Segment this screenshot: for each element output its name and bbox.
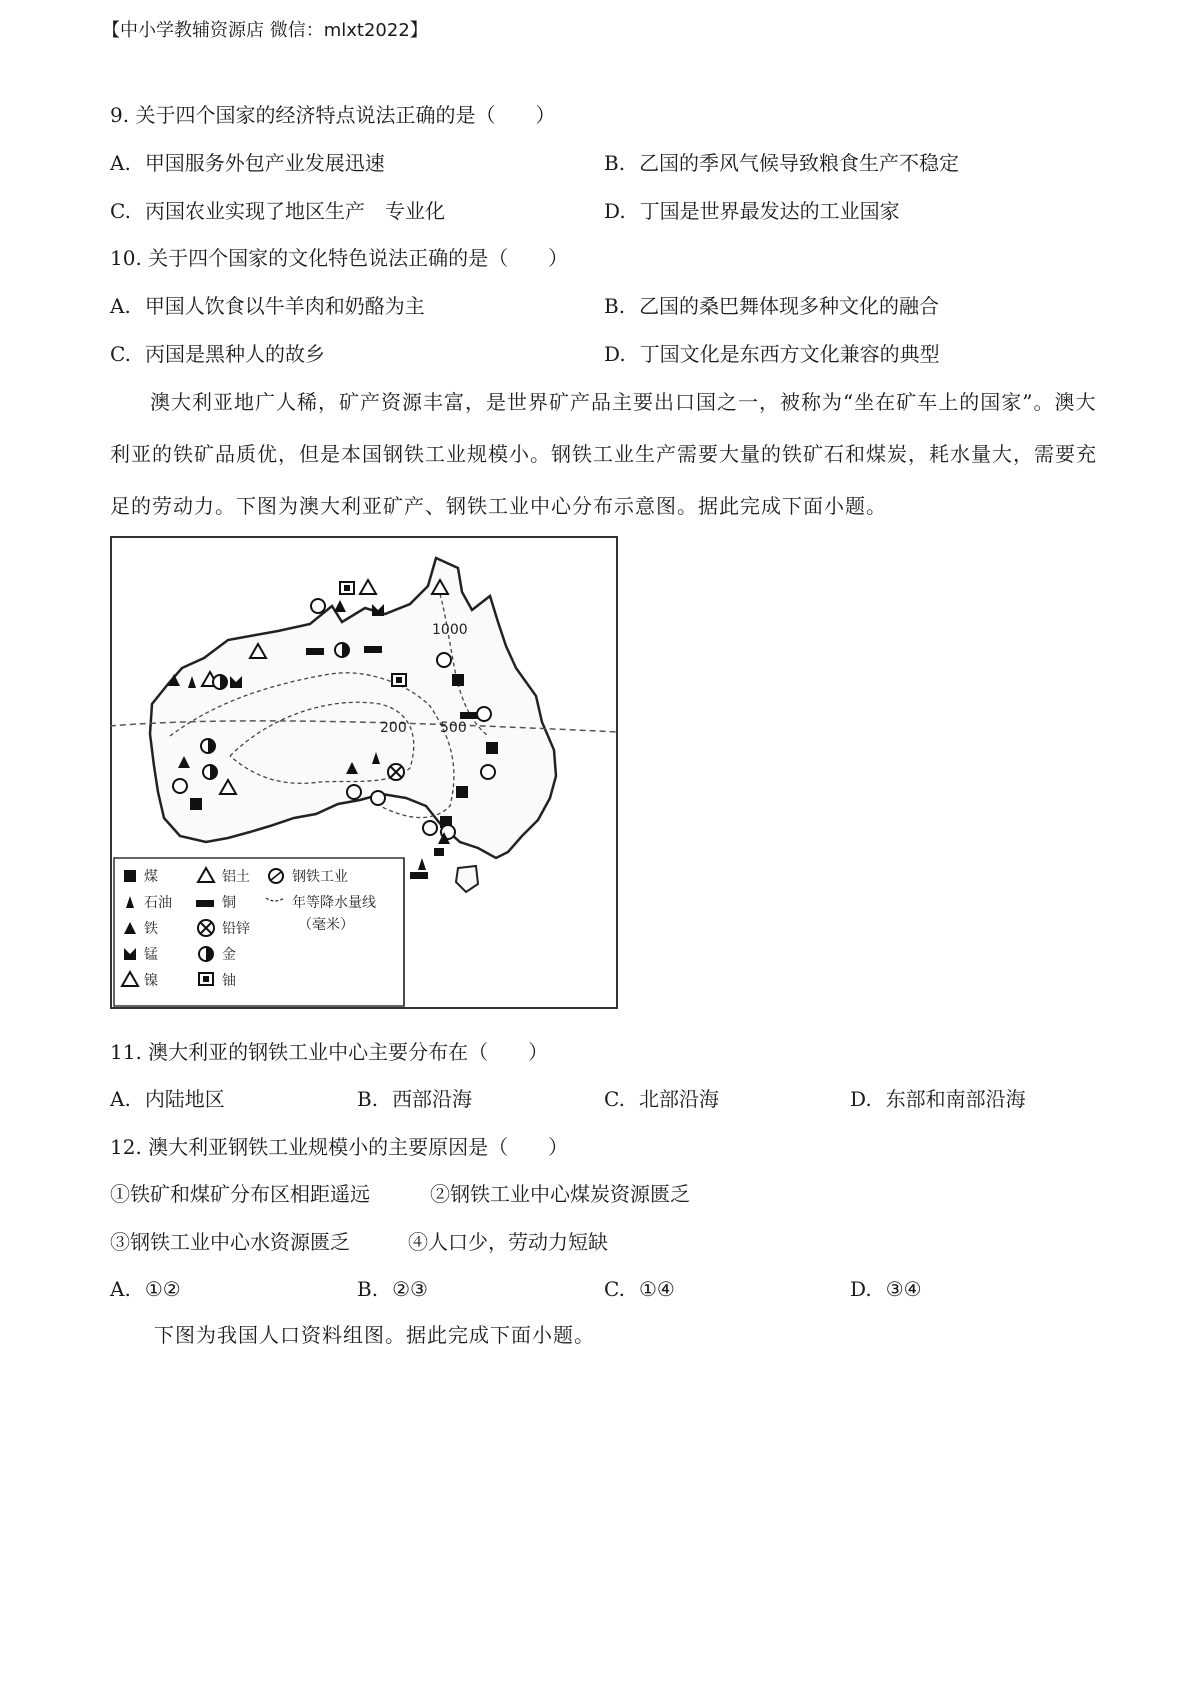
- option-letter: D.: [604, 342, 626, 366]
- steel-symbol: [173, 779, 187, 793]
- option-letter: C.: [110, 342, 131, 366]
- steel-symbol: [437, 653, 451, 667]
- passage-australia-text: 澳大利亚地广人稀，矿产资源丰富，是世界矿产品主要出口国之一，被称为“坐在矿车上的国家”。澳大利亚的铁矿品质优，但是本国钢铁工业规模小。钢铁工业生产需要大量的铁矿石和煤炭，耗水量大，需要充足的劳动力。下图为澳大利亚矿产、钢铁工业中心分布示意图。据此完成下面小题。: [110, 390, 1097, 518]
- option-text: 乙国的季风气候导致粮食生产不稳定: [639, 151, 960, 175]
- steel-symbol: [423, 821, 437, 835]
- question-11-option-b: [357, 1086, 472, 1112]
- question-12-statement-2: ②钢铁工业中心煤炭资源匮乏: [430, 1182, 690, 1206]
- option-letter: D.: [604, 199, 626, 223]
- option-text: 丙国是黑种人的故乡: [144, 342, 325, 366]
- option-letter: D.: [850, 1277, 872, 1301]
- question-9-option-d: [604, 198, 900, 224]
- steel-symbol: [347, 785, 361, 799]
- option-text: 东部和南部沿海: [885, 1087, 1026, 1111]
- option-text: 丙国农业实现了地区生产 专业化: [144, 199, 445, 223]
- option-text: 甲国人饮食以牛羊肉和奶酪为主: [144, 294, 425, 318]
- option-text: 甲国服务外包产业发展迅速: [144, 151, 385, 175]
- question-12-statement-1: ①铁矿和煤矿分布区相距遥远: [110, 1182, 370, 1206]
- passage-population-intro: 下图为我国人口资料组图。据此完成下面小题。: [154, 1323, 595, 1347]
- option-letter: A.: [110, 1277, 131, 1301]
- coal-symbol: [434, 848, 444, 856]
- option-text: 乙国的桑巴舞体现多种文化的融合: [639, 294, 940, 318]
- copper-symbol: [306, 648, 324, 655]
- coal-symbol: [486, 742, 498, 754]
- map-svg: [110, 536, 618, 1009]
- question-11-stem: 11. 澳大利亚的钢铁工业中心主要分布在（ ）: [110, 1040, 549, 1064]
- question-10-option-d: [604, 341, 940, 367]
- legend-uranium-label: 铀: [222, 973, 236, 989]
- legend-manganese-label: 锰: [144, 947, 158, 963]
- option-letter: A.: [110, 151, 131, 175]
- option-text: ③④: [885, 1277, 922, 1301]
- option-letter: B.: [357, 1087, 379, 1111]
- option-text: 丁国是世界最发达的工业国家: [639, 199, 900, 223]
- question-9-option-b: [604, 150, 959, 176]
- option-letter: A.: [110, 294, 131, 318]
- question-12-option-c: [604, 1276, 675, 1302]
- option-text: 内陆地区: [144, 1087, 225, 1111]
- legend-oil-label: 石油: [144, 895, 172, 911]
- copper-symbol: [410, 872, 428, 879]
- option-text: ②③: [392, 1277, 428, 1301]
- isohyet-label-1000: 1000: [432, 622, 468, 638]
- passage-australia: [110, 376, 1110, 532]
- option-letter: C.: [604, 1277, 625, 1301]
- question-12-statement-3: ③钢铁工业中心水资源匮乏: [110, 1230, 350, 1254]
- question-10-option-b: [604, 293, 939, 319]
- map-legend: [114, 858, 404, 1006]
- legend-bauxite-label: 铝土: [222, 869, 250, 885]
- isohyet-label-200: 200: [380, 720, 407, 736]
- legend-nickel-label: 镍: [144, 973, 158, 989]
- option-text: ①④: [638, 1277, 675, 1301]
- option-letter: D.: [850, 1087, 872, 1111]
- option-text: 西部沿海: [392, 1087, 473, 1111]
- question-10-option-c: [110, 341, 325, 367]
- legend-iron-label: 铁: [144, 921, 158, 937]
- legend-coal-label: 煤: [144, 869, 158, 885]
- question-12-option-a: [110, 1276, 181, 1302]
- page-header-watermark: 【中小学教辅资源店 微信：mlxt2022】: [102, 20, 428, 41]
- question-10-stem: 10. 关于四个国家的文化特色说法正确的是（ ）: [110, 246, 569, 270]
- option-letter: B.: [357, 1277, 379, 1301]
- legend-isohyet-label: 年等降水量线: [292, 895, 376, 911]
- question-10-option-a: [110, 293, 425, 319]
- steel-symbol: [371, 791, 385, 805]
- coal-symbol: [452, 674, 464, 686]
- option-text: ①②: [144, 1277, 181, 1301]
- steel-symbol: [311, 599, 325, 613]
- question-11-option-c: [604, 1086, 719, 1112]
- question-12-option-b: [357, 1276, 428, 1302]
- question-9-stem: 9. 关于四个国家的经济特点说法正确的是（ ）: [110, 103, 556, 127]
- legend-isohyet-unit: （毫米）: [298, 917, 354, 933]
- copper-symbol: [364, 646, 382, 653]
- isohyet-label-500: 500: [440, 720, 467, 736]
- legend-coal-symbol: [124, 870, 136, 882]
- question-12-stem: 12. 澳大利亚钢铁工业规模小的主要原因是（ ）: [110, 1135, 569, 1159]
- legend-copper-label: 铜: [222, 895, 236, 911]
- question-12-option-d: [850, 1276, 922, 1302]
- copper-symbol: [460, 712, 478, 719]
- coal-symbol: [456, 786, 468, 798]
- coal-symbol: [190, 798, 202, 810]
- legend-steel-label: 钢铁工业: [292, 869, 348, 885]
- legend-gold-label: 金: [222, 947, 236, 963]
- option-text: 北部沿海: [638, 1087, 719, 1111]
- option-letter: B.: [604, 294, 626, 318]
- option-letter: C.: [604, 1087, 625, 1111]
- question-9-option-c: [110, 198, 445, 224]
- question-12-statement-4: ④人口少，劳动力短缺: [408, 1230, 608, 1254]
- option-letter: C.: [110, 199, 131, 223]
- steel-symbol: [477, 707, 491, 721]
- australia-minerals-map: [110, 536, 618, 1009]
- legend-lead-zinc-label: 铅锌: [222, 921, 250, 937]
- legend-copper-symbol: [196, 900, 214, 907]
- option-text: 丁国文化是东西方文化兼容的典型: [639, 342, 940, 366]
- option-letter: A.: [110, 1087, 131, 1111]
- option-letter: B.: [604, 151, 626, 175]
- steel-symbol: [481, 765, 495, 779]
- question-11-option-d: [850, 1086, 1026, 1112]
- question-11-option-a: [110, 1086, 225, 1112]
- question-9-option-a: [110, 150, 385, 176]
